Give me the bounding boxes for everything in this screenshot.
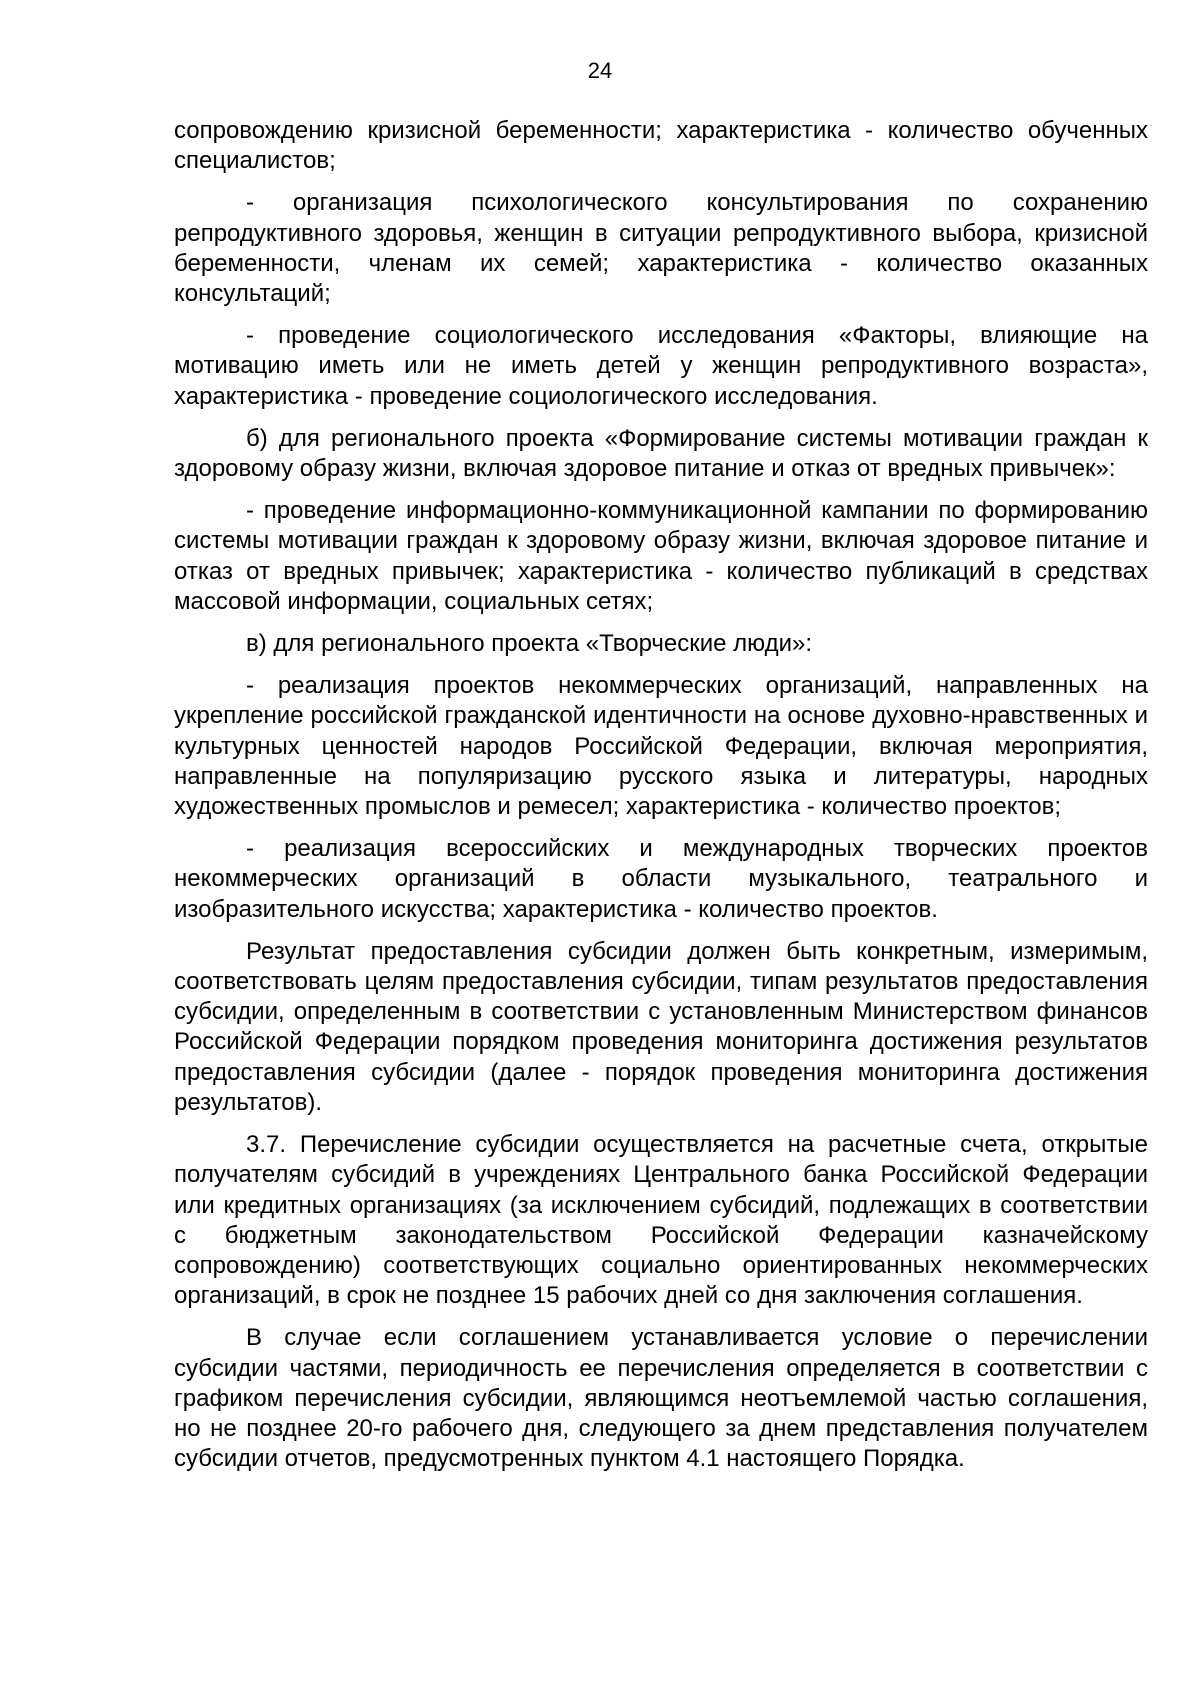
paragraph-project-creative-people: в) для регионального проекта «Творческие люди»: [246,630,813,658]
paragraph-subsidy-result: Результат предоставления субсидии должен быть конкретным, измеримым, соответствовать целям предоставления субсидии, типам результатов предоставления субсидии, определенным в соответствии с установленным Министерством финансов Российской Федерации порядком проведения мониторинга достижения результатов предоставления субсидии (далее - порядок проведения мониторинга достижения результатов). [174,937,1148,1116]
document-body [174,116,1148,1486]
paragraph-consultations: - организация психологического консультирования по сохранению репродуктивного здоровья, женщин в ситуации репродуктивного выбора, кризисной беременности, членам их семей; характеристика - количество оказанных консультаций; [174,189,1148,308]
page-number: 24 [587,58,613,83]
paragraph-project-healthy-lifestyle: б) для регионального проекта «Формирование системы мотивации граждан к здоровому образу жизни, включая здоровое питание и отказ от вредных привычек»: [174,424,1148,483]
paragraph-research: - проведение социологического исследования «Факторы, влияющие на мотивацию иметь или не иметь детей у женщин репродуктивного возраста», характеристика - проведение социологического исследования. [174,322,1148,410]
paragraph-payment-schedule: В случае если соглашением устанавливается условие о перечислении субсидии частями, периодичность ее перечисления определяется в соответствии с графиком перечисления субсидии, являющимся неотъемлемой частью соглашения, но не позднее 20-го рабочего дня, следующего за днем представления получателем субсидии отчетов, предусмотренных пунктом 4.1 настоящего Порядка. [174,1324,1148,1473]
paragraph-info-campaign: - проведение информационно-коммуникационной кампании по формированию системы мотивации граждан к здоровому образу жизни, включая здоровое питание и отказ от вредных привычек; характеристика - количество публикаций в средствах массовой информации, социальных сетях; [174,497,1148,615]
paragraph-section-3-7: 3.7. Перечисление субсидии осуществляется на расчетные счета, открытые получателям субсидий в учреждениях Центрального банка Российской Федерации или кредитных организациях (за исключением субсидий, подлежащих в соответствии с бюджетным законодательством Российской Федерации казначейскому сопровождению) соответствующих социально ориентированных некоммерческих организаций, в срок не позднее 15 рабочих дней со дня заключения соглашения. [174,1131,1148,1310]
paragraph-nko-projects: - реализация проектов некоммерческих организаций, направленных на укрепление российской гражданской идентичности на основе духовно-нравственных и культурных ценностей народов Российской Федерации, включая мероприятия, направленные на популяризацию русского языка и литературы, народных художественных промыслов и ремесел; характеристика - количество проектов; [174,672,1148,821]
paragraph-creative-projects: - реализация всероссийских и международных творческих проектов некоммерческих организаций в области музыкального, театрального и изобразительного искусства; характеристика - количество проектов. [174,835,1148,923]
paragraph-continuation: сопровождению кризисной беременности; характеристика - количество обученных специалистов; [174,117,1148,175]
